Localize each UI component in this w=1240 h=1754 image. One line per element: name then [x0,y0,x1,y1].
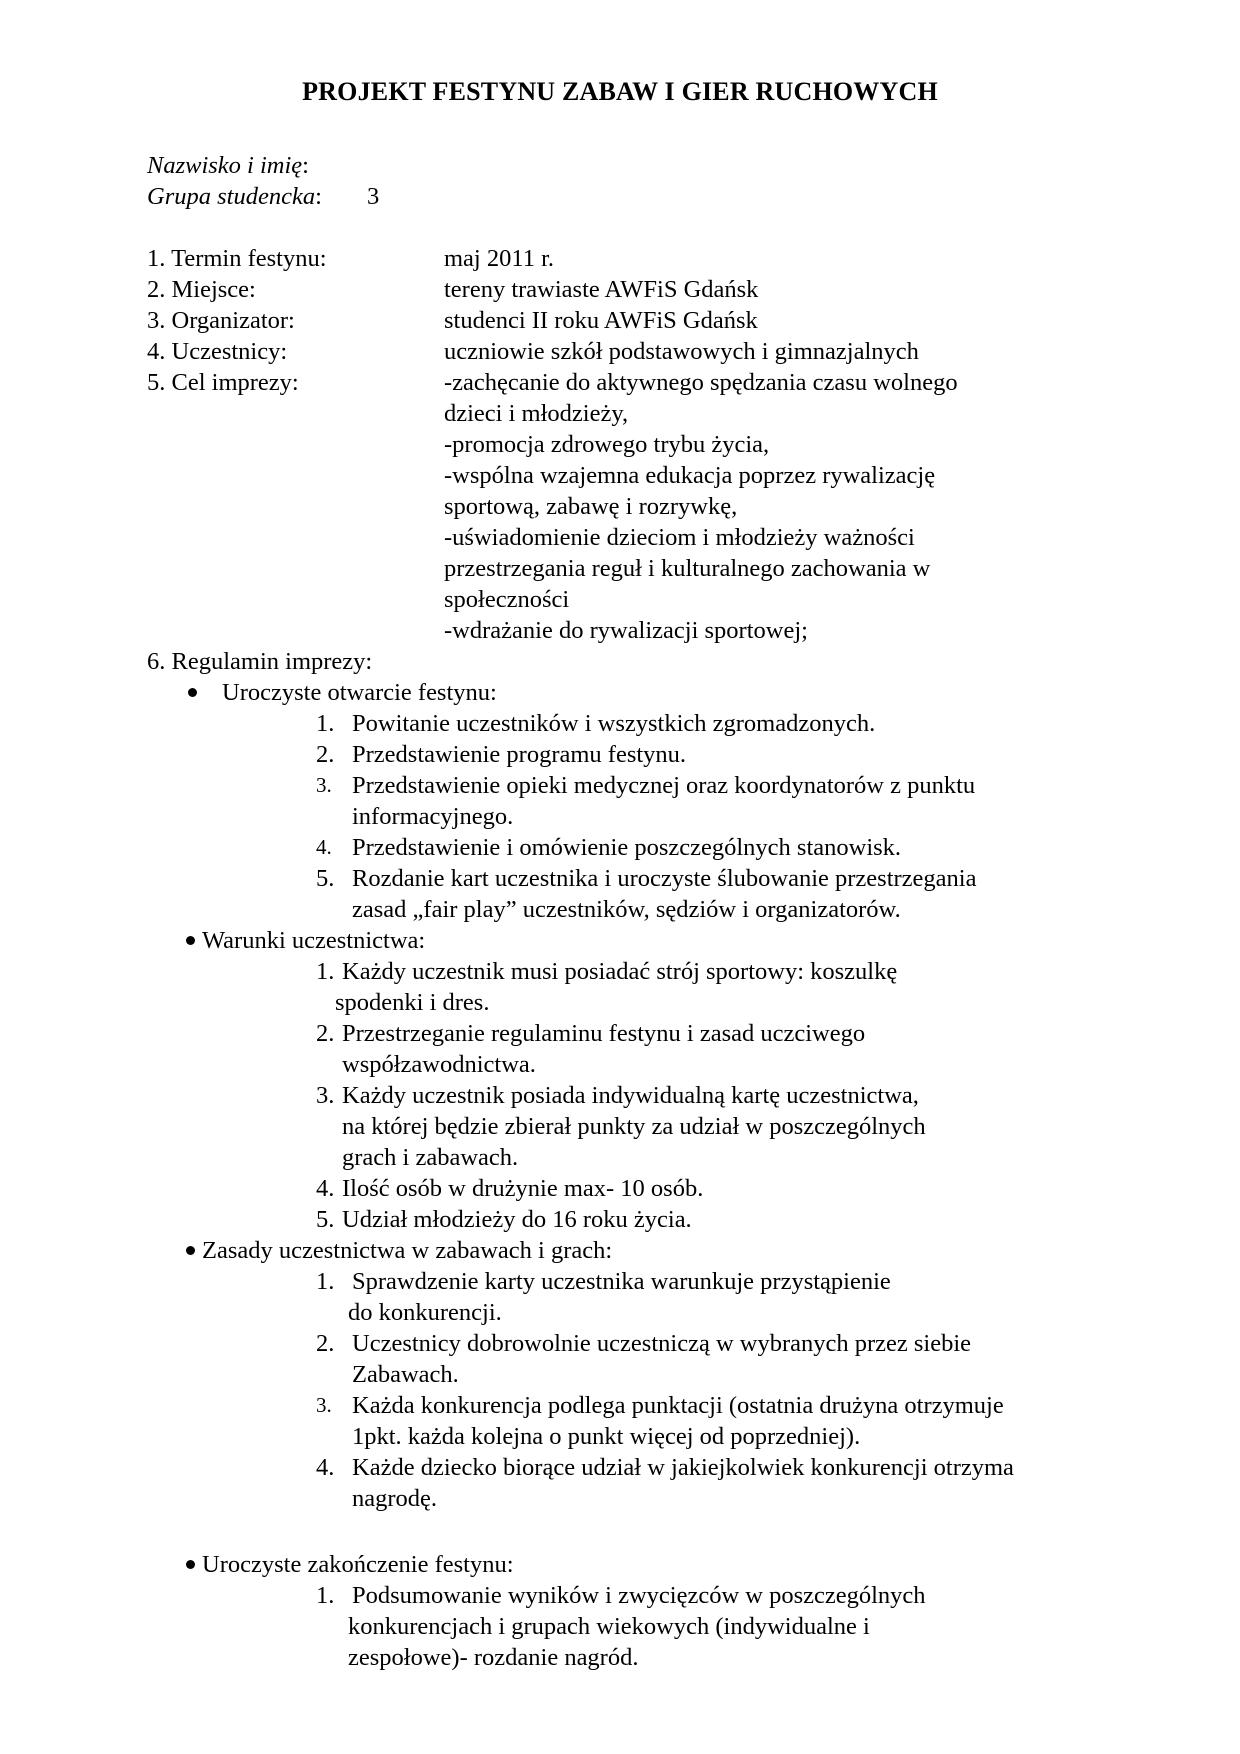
goal-line: przestrzegania reguł i kulturalnego zachowania w [444,555,931,582]
item-number: 2. [316,741,335,768]
item-text: 1pkt. każda kolejna o punkt więcej od poprzedniej). [352,1423,861,1450]
item-text: współzawodnictwa. [342,1051,536,1078]
item-text: Powitanie uczestników i wszystkich zgromadzonych. [352,710,876,737]
item-number: 3. [316,1082,335,1109]
goal-line: dzieci i młodzieży, [444,400,629,427]
goal-line: sportową, zabawę i rozrywkę, [444,493,738,520]
item-text: Każda konkurencja podlega punktacji (ostatnia drużyna otrzymuje [352,1392,1004,1419]
goal-line: -wspólna wzajemna edukacja poprzez rywalizację [444,462,936,489]
section-heading: Uroczyste zakończenie festynu: [202,1551,514,1578]
bullet-icon [188,688,197,697]
item-text: Każdy uczestnik posiada indywidualną kartę uczestnictwa, [342,1082,919,1109]
item-text: Przestrzeganie regulaminu festynu i zasad uczciwego [342,1020,866,1047]
item-number: 1. [316,1582,335,1609]
section-heading: Zasady uczestnictwa w zabawach i grach: [202,1237,613,1264]
info-label-uczestnicy: 4. Uczestnicy: [147,338,288,365]
item-number: 4. [316,835,332,859]
item-text: Podsumowanie wyników i zwycięzców w poszczególnych [352,1582,926,1609]
item-text: Uczestnicy dobrowolnie uczestniczą w wybranych przez siebie [352,1330,972,1357]
item-text: Sprawdzenie karty uczestnika warunkuje przystąpienie [352,1268,891,1295]
item-number: 4. [316,1175,335,1202]
info-label-organizator: 3. Organizator: [147,307,295,334]
item-number: 5. [316,1206,335,1233]
item-number: 3. [316,1393,332,1417]
item-text: zespołowe)- rozdanie nagród. [348,1644,639,1671]
group-label: Grupa studencka [147,183,316,210]
goal-line: -uświadomienie dzieciom i młodzieży ważności [444,524,915,551]
document-title: PROJEKT FESTYNU ZABAW I GIER RUCHOWYCH [302,77,938,106]
goal-line: -promocja zdrowego trybu życia, [444,431,770,458]
item-text: Zabawach. [352,1361,459,1388]
item-text: zasad „fair play” uczestników, sędziów i organizatorów. [352,896,901,923]
item-text: konkurencjach i grupach wiekowych (indywidualne i [348,1613,870,1640]
item-text: Udział młodzieży do 16 roku życia. [342,1206,692,1233]
bullet-icon [186,936,195,945]
info-label-miejsce: 2. Miejsce: [147,276,256,303]
item-text: nagrodę. [352,1485,438,1512]
info-label-termin: 1. Termin festynu: [147,245,327,272]
item-number: 1. [316,1268,335,1295]
item-text: informacyjnego. [352,803,514,830]
item-number: 1. [316,710,335,737]
info-label-cel: 5. Cel imprezy: [147,369,299,396]
item-text: Przedstawienie programu festynu. [352,741,687,768]
info-value-organizator: studenci II roku AWFiS Gdańsk [444,307,758,334]
bullet-icon [186,1560,195,1569]
name-label: Nazwisko i imię [147,152,303,179]
name-colon: : [302,152,309,179]
item-text: Ilość osób w drużynie max- 10 osób. [342,1175,704,1202]
item-number: 5. [316,865,335,892]
item-number: 2. [316,1330,335,1357]
item-text: Rozdanie kart uczestnika i uroczyste ślubowanie przestrzegania [352,865,977,892]
item-text: na której będzie zbierał punkty za udział w poszczególnych [342,1113,926,1140]
item-number: 1. [316,958,335,985]
item-text: Przedstawienie i omówienie poszczególnych stanowisk. [352,834,902,861]
info-value-termin: maj 2011 r. [444,245,555,272]
group-colon: : [315,183,322,210]
item-number: 2. [316,1020,335,1047]
goal-line: -wdrażanie do rywalizacji sportowej; [444,617,808,644]
item-text: spodenki i dres. [335,989,490,1016]
info-value-cel: -zachęcanie do aktywnego spędzania czasu wolnego [444,369,958,396]
item-text: Każde dziecko biorące udział w jakiejkolwiek konkurencji otrzyma [352,1454,1014,1481]
item-number: 4. [316,1454,335,1481]
info-value-miejsce: tereny trawiaste AWFiS Gdańsk [444,276,759,303]
group-field [147,181,322,212]
section-heading: Warunki uczestnictwa: [202,927,426,954]
item-text: Każdy uczestnik musi posiadać strój sportowy: koszulkę [342,958,898,985]
group-value: 3 [367,183,380,210]
item-number: 3. [316,773,332,797]
section-heading: Uroczyste otwarcie festynu: [222,679,497,706]
info-value-uczestnicy: uczniowie szkół podstawowych i gimnazjalnych [444,338,919,365]
name-field [147,150,309,181]
bullet-icon [186,1246,195,1255]
goal-line: społeczności [444,586,570,613]
regulations-heading: 6. Regulamin imprezy: [147,648,373,675]
item-text: Przedstawienie opieki medycznej oraz koordynatorów z punktu [352,772,976,799]
item-text: grach i zabawach. [342,1144,519,1171]
item-text: do konkurencji. [348,1299,502,1326]
